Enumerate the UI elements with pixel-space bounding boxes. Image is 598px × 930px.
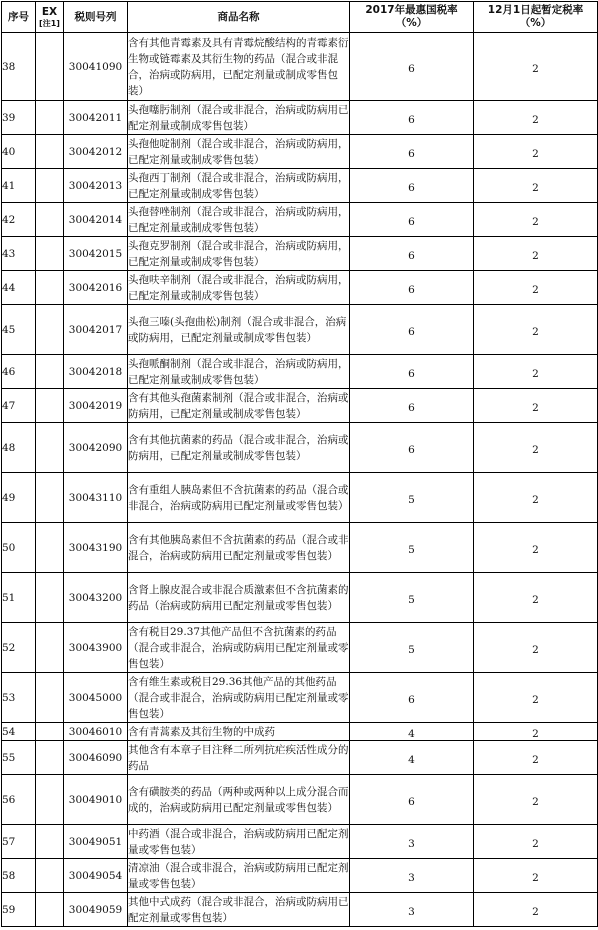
row-rate-dec1 [474, 825, 598, 859]
row-tariff-code: 30041090 [64, 33, 128, 101]
row-rate-dec1-value: 2 [532, 181, 539, 194]
row-rate-dec1-value: 2 [532, 325, 539, 338]
row-product-name: 含有税目29.37其他产品但不含抗菌素的药品（混合或非混合，治病或防病用已配定剂量或零售包装） [128, 623, 350, 673]
row-rate-dec1 [474, 573, 598, 623]
row-rate-2017 [350, 723, 474, 741]
row-tariff-code: 30043900 [64, 623, 128, 673]
row-tariff-code: 30042011 [64, 101, 128, 135]
row-rate-dec1-value: 2 [532, 401, 539, 414]
row-seq: 41 [2, 169, 36, 203]
row-product-name: 中药酒（混合或非混合，治病或防病用已配定剂量或零售包装） [128, 825, 350, 859]
row-rate-2017-value: 5 [408, 643, 415, 656]
row-seq: 43 [2, 237, 36, 271]
row-rate-2017 [350, 169, 474, 203]
table-row [2, 423, 598, 473]
row-rate-2017 [350, 673, 474, 723]
row-product-name: 含有重组人胰岛素但不含抗菌素的药品（混合或非混合，治病或防病用已配定剂量或零售包装） [128, 473, 350, 523]
table-row [2, 775, 598, 825]
row-rate-dec1 [474, 203, 598, 237]
row-rate-dec1-value: 2 [532, 795, 539, 808]
table-row [2, 169, 598, 203]
header-rate-dec1-label: 12月1日起暂定税率 [487, 4, 584, 16]
row-seq: 44 [2, 271, 36, 305]
row-rate-dec1 [474, 305, 598, 355]
header-seq: 序号 [2, 2, 36, 33]
table-row [2, 33, 598, 101]
table-row [2, 389, 598, 423]
row-rate-dec1-value: 2 [532, 871, 539, 884]
row-rate-2017 [350, 423, 474, 473]
header-rate-2017-unit: （%） [395, 17, 428, 29]
table-header [2, 2, 598, 33]
row-product-name: 含有维生素或税目29.36其他产品的其他药品（混合或非混合，治病或防病用已配定剂量或零售包装） [128, 673, 350, 723]
row-seq: 45 [2, 305, 36, 355]
row-tariff-code: 30042012 [64, 135, 128, 169]
row-rate-dec1-value: 2 [532, 283, 539, 296]
row-rate-2017 [350, 859, 474, 893]
row-rate-2017 [350, 237, 474, 271]
row-seq: 48 [2, 423, 36, 473]
row-ex [36, 673, 64, 723]
table-row [2, 741, 598, 775]
row-seq: 49 [2, 473, 36, 523]
row-rate-2017-value: 3 [408, 837, 415, 850]
row-rate-dec1-value: 2 [532, 113, 539, 126]
row-rate-2017 [350, 355, 474, 389]
row-rate-dec1 [474, 775, 598, 825]
table-row [2, 893, 598, 927]
table-row [2, 355, 598, 389]
row-ex [36, 423, 64, 473]
row-ex [36, 723, 64, 741]
row-rate-dec1 [474, 169, 598, 203]
row-rate-2017-value: 6 [408, 215, 415, 228]
table-row [2, 135, 598, 169]
row-product-name: 头孢替唑制剂（混合或非混合，治病或防病用，已配定剂量或制成零售包装） [128, 203, 350, 237]
row-tariff-code: 30042018 [64, 355, 128, 389]
row-product-name: 含有磺胺类的药品（两种或两种以上成分混合而成的，治病或防病用已配定剂量或零售包装） [128, 775, 350, 825]
row-rate-dec1-value: 2 [532, 147, 539, 160]
row-product-name: 清凉油（混合或非混合，治病或防病用已配定剂量或零售包装） [128, 859, 350, 893]
row-tariff-code: 30049059 [64, 893, 128, 927]
header-rate-2017 [350, 2, 474, 33]
row-ex [36, 859, 64, 893]
header-product-name: 商品名称 [128, 2, 350, 33]
row-ex [36, 169, 64, 203]
row-product-name: 头孢三嗪(头孢曲松)制剂（混合或非混合，治病或防病用，已配定剂量或制成零售包装） [128, 305, 350, 355]
row-rate-2017 [350, 623, 474, 673]
table-row [2, 271, 598, 305]
row-tariff-code: 30042014 [64, 203, 128, 237]
table-row [2, 523, 598, 573]
row-rate-2017-value: 6 [408, 325, 415, 338]
row-product-name: 头孢哌酮制剂（混合或非混合，治病或防病用，已配定剂量或制成零售包装） [128, 355, 350, 389]
row-seq: 56 [2, 775, 36, 825]
row-product-name: 其他含有本章子目注释二所列抗疟疾活性成分的药品 [128, 741, 350, 775]
row-rate-dec1 [474, 237, 598, 271]
row-rate-dec1 [474, 389, 598, 423]
row-seq: 57 [2, 825, 36, 859]
row-product-name: 含有其他抗菌素的药品（混合或非混合，治病或防病用，已配定剂量或制成零售包装） [128, 423, 350, 473]
row-rate-2017-value: 3 [408, 905, 415, 918]
row-ex [36, 135, 64, 169]
row-ex [36, 101, 64, 135]
row-seq: 55 [2, 741, 36, 775]
row-rate-dec1 [474, 893, 598, 927]
row-tariff-code: 30043200 [64, 573, 128, 623]
header-ex-label: EX [41, 6, 58, 18]
row-tariff-code: 30042013 [64, 169, 128, 203]
row-rate-2017 [350, 135, 474, 169]
row-tariff-code: 30046090 [64, 741, 128, 775]
row-rate-dec1-value: 2 [532, 693, 539, 706]
row-ex [36, 893, 64, 927]
row-seq: 53 [2, 673, 36, 723]
row-rate-2017 [350, 775, 474, 825]
row-rate-2017 [350, 741, 474, 775]
row-rate-2017-value: 6 [408, 62, 415, 75]
row-seq: 39 [2, 101, 36, 135]
header-row [2, 2, 598, 33]
table-row [2, 305, 598, 355]
row-ex [36, 33, 64, 101]
row-ex [36, 389, 64, 423]
row-ex [36, 355, 64, 389]
row-ex [36, 237, 64, 271]
row-product-name: 含有其他头孢菌素制剂（混合或非混合，治病或防病用，已配定剂量或制成零售包装） [128, 389, 350, 423]
row-rate-dec1-value: 2 [532, 215, 539, 228]
row-rate-2017 [350, 33, 474, 101]
row-seq: 46 [2, 355, 36, 389]
header-rate-2017-label: 2017年最惠国税率 [365, 4, 458, 16]
row-rate-dec1 [474, 523, 598, 573]
row-tariff-code: 30049010 [64, 775, 128, 825]
row-rate-2017-value: 6 [408, 249, 415, 262]
row-rate-dec1 [474, 723, 598, 741]
header-ex-note: [注1] [39, 19, 60, 28]
row-rate-2017-value: 4 [408, 753, 415, 766]
row-ex [36, 775, 64, 825]
row-rate-2017-value: 6 [408, 181, 415, 194]
table-row [2, 203, 598, 237]
row-rate-2017 [350, 203, 474, 237]
row-tariff-code: 30046010 [64, 723, 128, 741]
row-tariff-code: 30042090 [64, 423, 128, 473]
row-seq: 59 [2, 893, 36, 927]
row-tariff-code: 30042019 [64, 389, 128, 423]
row-seq: 42 [2, 203, 36, 237]
row-rate-2017 [350, 825, 474, 859]
row-rate-2017 [350, 473, 474, 523]
table-row [2, 623, 598, 673]
row-ex [36, 523, 64, 573]
table-row [2, 673, 598, 723]
row-rate-dec1-value: 2 [532, 62, 539, 75]
row-tariff-code: 30043110 [64, 473, 128, 523]
row-rate-dec1 [474, 673, 598, 723]
row-rate-dec1-value: 2 [532, 593, 539, 606]
row-ex [36, 573, 64, 623]
row-ex [36, 473, 64, 523]
row-rate-dec1-value: 2 [532, 837, 539, 850]
row-rate-dec1-value: 2 [532, 367, 539, 380]
row-product-name: 其他中式成药（混合或非混合，治病或防病用已配定剂量或零售包装） [128, 893, 350, 927]
row-ex [36, 203, 64, 237]
row-ex [36, 305, 64, 355]
row-rate-2017-value: 6 [408, 443, 415, 456]
row-rate-2017 [350, 573, 474, 623]
table-row [2, 101, 598, 135]
row-seq: 38 [2, 33, 36, 101]
row-tariff-code: 30045000 [64, 673, 128, 723]
row-rate-dec1 [474, 623, 598, 673]
row-tariff-code: 30049054 [64, 859, 128, 893]
header-rate-dec1-unit: （%） [519, 17, 552, 29]
row-rate-dec1-value: 2 [532, 443, 539, 456]
row-rate-2017 [350, 101, 474, 135]
row-ex [36, 623, 64, 673]
row-seq: 58 [2, 859, 36, 893]
table-body [2, 33, 598, 927]
row-rate-2017-value: 6 [408, 401, 415, 414]
row-rate-2017-value: 5 [408, 493, 415, 506]
row-product-name: 头孢呋辛制剂（混合或非混合，治病或防病用，已配定剂量或制成零售包装） [128, 271, 350, 305]
row-rate-dec1 [474, 473, 598, 523]
row-product-name: 含肾上腺皮混合或非混合质激素但不含抗菌素的药品（治病或防病用已配定剂量或零售包装） [128, 573, 350, 623]
row-rate-dec1-value: 2 [532, 753, 539, 766]
row-tariff-code: 30042015 [64, 237, 128, 271]
row-rate-2017-value: 6 [408, 283, 415, 296]
row-rate-2017-value: 5 [408, 593, 415, 606]
row-product-name: 含有其他胰岛素但不含抗菌素的药品（混合或非混合，治病或防病用已配定剂量或零售包装） [128, 523, 350, 573]
row-ex [36, 271, 64, 305]
table-row [2, 573, 598, 623]
header-ex [36, 2, 64, 33]
row-rate-dec1-value: 2 [532, 249, 539, 262]
row-tariff-code: 30042017 [64, 305, 128, 355]
row-rate-dec1-value: 2 [532, 493, 539, 506]
row-rate-2017-value: 6 [408, 113, 415, 126]
row-rate-2017 [350, 523, 474, 573]
row-seq: 51 [2, 573, 36, 623]
table-row [2, 859, 598, 893]
header-tariff-code: 税则号列 [64, 2, 128, 33]
row-tariff-code: 30042016 [64, 271, 128, 305]
row-tariff-code: 30049051 [64, 825, 128, 859]
row-rate-dec1 [474, 135, 598, 169]
tariff-table [1, 1, 598, 927]
row-rate-2017-value: 3 [408, 871, 415, 884]
row-product-name: 头孢他啶制剂（混合或非混合，治病或防病用，已配定剂量或制成零售包装） [128, 135, 350, 169]
row-rate-dec1 [474, 101, 598, 135]
row-ex [36, 741, 64, 775]
table-row [2, 825, 598, 859]
row-product-name: 含有青蒿素及其衍生物的中成药 [128, 723, 350, 741]
row-seq: 40 [2, 135, 36, 169]
row-rate-2017 [350, 389, 474, 423]
row-rate-2017-value: 4 [408, 727, 415, 740]
row-seq: 47 [2, 389, 36, 423]
row-tariff-code: 30043190 [64, 523, 128, 573]
row-product-name: 头孢西丁制剂（混合或非混合，治病或防病用，已配定剂量或制成零售包装） [128, 169, 350, 203]
row-ex [36, 825, 64, 859]
row-rate-dec1-value: 2 [532, 543, 539, 556]
row-rate-2017 [350, 305, 474, 355]
row-product-name: 含有其他青霉素及具有青霉烷酸结构的青霉素衍生物或链霉素及其衍生物的药品（混合或非混合，治病或防病用，已配定剂量或制成零售包装） [128, 33, 350, 101]
table-row [2, 723, 598, 741]
table-row [2, 473, 598, 523]
row-rate-dec1-value: 2 [532, 905, 539, 918]
row-seq: 52 [2, 623, 36, 673]
row-rate-2017-value: 6 [408, 693, 415, 706]
row-seq: 54 [2, 723, 36, 741]
row-product-name: 头孢克罗制剂（混合或非混合，治病或防病用，已配定剂量或制成零售包装） [128, 237, 350, 271]
row-seq: 50 [2, 523, 36, 573]
row-product-name: 头孢噻肟制剂（混合或非混合，治病或防病用已配定剂量或制成零售包装） [128, 101, 350, 135]
row-rate-dec1 [474, 423, 598, 473]
header-rate-dec1 [474, 2, 598, 33]
row-rate-dec1-value: 2 [532, 643, 539, 656]
row-rate-2017-value: 5 [408, 543, 415, 556]
row-rate-dec1 [474, 741, 598, 775]
row-rate-dec1 [474, 271, 598, 305]
row-rate-dec1 [474, 859, 598, 893]
row-rate-2017 [350, 271, 474, 305]
row-rate-2017 [350, 893, 474, 927]
row-rate-2017-value: 6 [408, 367, 415, 380]
row-rate-2017-value: 6 [408, 795, 415, 808]
row-rate-2017-value: 6 [408, 147, 415, 160]
table-row [2, 237, 598, 271]
row-rate-dec1 [474, 355, 598, 389]
row-rate-dec1 [474, 33, 598, 101]
row-rate-dec1-value: 2 [532, 727, 539, 740]
